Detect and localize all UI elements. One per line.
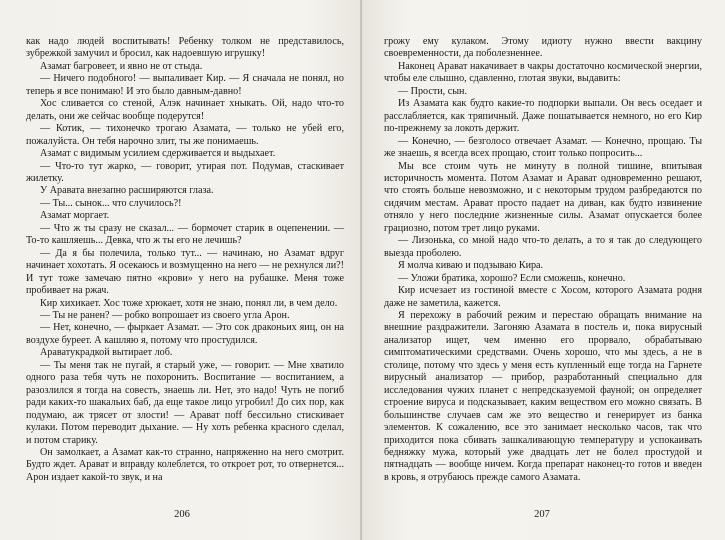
left-page bbox=[0, 0, 362, 540]
paragraph: грожу ему кулаком. Этому идиоту нужно ввести вакцину своевременности, да поболезненнее. bbox=[384, 36, 702, 60]
paragraph: Он замолкает, а Азамат как-то странно, напряженно на него смотрит. Будто ждет. Арават и вправду колеблется, то откроет рот, то отвернется... Арон издает какой-то звук, и на bbox=[26, 446, 344, 483]
paragraph: — Что-то тут жарко, — говорит, утирая пот. Подумав, стаскивает жилетку. bbox=[26, 160, 344, 184]
paragraph: — Уложи братика, хорошо? Если сможешь, конечно. bbox=[398, 272, 626, 284]
paragraph: Я перехожу в рабочий режим и перестаю обращать внимание на внешние раздражители. Загоняю Азамата в постель и, пока вирусный анализатор ищет, чем именно его прорвало, обрабатываю симптоматическими средствами. Очень хорошо, что мы здесь, а не в столице, потому что здесь у меня есть купленный еще тогда на Гарнете вирусный анализатор — прибор, разработанный специально для исследования чужих планет с непредсказуемой фауной; он определяет строение вируса и подсказывает, каким веществом его можно связать. В большинстве случаев сам же это вещество и генерирует из банка элементов. К сожалению, все это занимает несколько часов, так что приходится пока сбивать зашкаливающую температуру и успокаивать бедняжку мужа, который уже двадцать лет не болел простудой и пятнадцать — вообще ничем. Когда препарат наконец-то готов и введен в кровь, я отрубаюсь прежде самого Азамата. bbox=[384, 309, 702, 483]
paragraph: У Аравата внезапно расширяются глаза. bbox=[40, 185, 214, 197]
paragraph: — Ничего подобного! — выпаливает Кир. — Я сначала не понял, но теперь я все понимаю! И это было давным-давно! bbox=[26, 73, 344, 97]
paragraph: — Ты... сынок... что случилось?! bbox=[40, 197, 182, 209]
paragraph: Азамат багровеет, и явно не от стыда. bbox=[40, 60, 203, 72]
paragraph: Мы все стоим чуть не минуту в полной тишине, впитывая историчность момента. Потом Азамат и Арават одновременно решают, что стоять больше невозможно, и с некоторым трудом разбредаются по сидячим местам. Арават просто падает на диван, как будто извинение отняло у него последние жизненные силы. Азамат опускается более грациозно, потом трет лицо руками. bbox=[384, 160, 702, 234]
paragraph: Азамат с видимым усилием сдерживается и выдыхает. bbox=[40, 148, 276, 160]
paragraph: — Да я бы полечила, только тут... — начинаю, но Азамат вдруг начинает хохотать. Я осекаюсь и возмущенно на него — не рехнулся ли?! И тут тоже замечаю пятно «крови» у него на рубашке. Меня тоже пробивает на ржач. bbox=[26, 247, 344, 297]
paragraph: — Конечно, — безголосо отвечает Азамат. — Конечно, прощаю. Ты же знаешь, я всегда всех прощаю, стоит только попросить... bbox=[384, 135, 702, 160]
right-page-text bbox=[384, 36, 702, 484]
right-page bbox=[362, 0, 725, 540]
paragraph: — Котик, — тихонечко трогаю Азамата, — только не убей его, пожалуйста. Он тебя нарочно злит, ты же понимаешь. bbox=[26, 123, 344, 147]
paragraph: — Ты меня так не пугай, я старый уже, — говорит. — Мне хватило одного раза тебя чуть не похоронить. Воспитание — воспитанием, а разозлился я тогда на совесть, знаешь ли. Нет, это надо! Чуть не погиб ради каких-то шакальих баб, да еще такое лицо угробил! До сих пор, как подумаю, аж трясет от злости! — Арават пoff бессильно стискивает кулаки. Потом переводит дыхание. — Ну хоть ребенка красного сделал, и потом старику. bbox=[26, 359, 344, 446]
left-page-text bbox=[26, 36, 344, 484]
page-number: 206 bbox=[174, 509, 190, 520]
paragraph: Кир исчезает из гостиной вместе с Хосом, которого Азамата родня даже не заметила, кажется. bbox=[384, 285, 702, 309]
paragraph: — Лизонька, со мной надо что-то делать, а то я так до следующего выезда проболею. bbox=[384, 235, 702, 259]
page-number: 207 bbox=[534, 509, 550, 520]
paragraph: — Что ж ты сразу не сказал... — бормочет старик в оцепенении. — То-то кашляешь... Девка, что ж ты его не лечишь? bbox=[26, 222, 344, 247]
paragraph: Хос сливается со стеной, Алэк начинает хныкать. Ой, надо что-то делать, они же сейчас вообще подерутся! bbox=[26, 98, 344, 122]
paragraph: Араватукрадкой вытирает лоб. bbox=[40, 347, 173, 359]
paragraph: Я молча киваю и подзываю Кира. bbox=[398, 260, 544, 272]
paragraph: — Нет, конечно, — фыркает Азамат. — Это сок драконьих яиц, он на воздухе буреет. А кашляю я, потому что простудился. bbox=[26, 322, 344, 346]
paragraph: Кир хихикает. Хос тоже хрюкает, хотя не знаю, понял ли, в чем дело. bbox=[40, 297, 338, 309]
paragraph: — Прости, сын. bbox=[398, 85, 467, 97]
paragraph: Азамат моргает. bbox=[40, 210, 110, 222]
paragraph: Из Азамата как будто какие-то подпорки выпали. Он весь оседает и расслабляется, как тряпичный. Даже пошатывается немного, но его Кир по-прежнему за локоть держит. bbox=[384, 98, 702, 135]
paragraph: — Ты не ранен? — робко вопрошает из своего угла Арон. bbox=[40, 309, 290, 321]
paragraph: как надо людей воспитывать! Ребенку толком не представилось, зубрежкой замучил и бросил, как надоевшую игрушку! bbox=[26, 36, 344, 60]
paragraph: Наконец Арават накачивает в чакры достаточно космической энергии, чтобы еле слышно, сдавленно, глотая звуки, выдавить: bbox=[384, 60, 702, 85]
